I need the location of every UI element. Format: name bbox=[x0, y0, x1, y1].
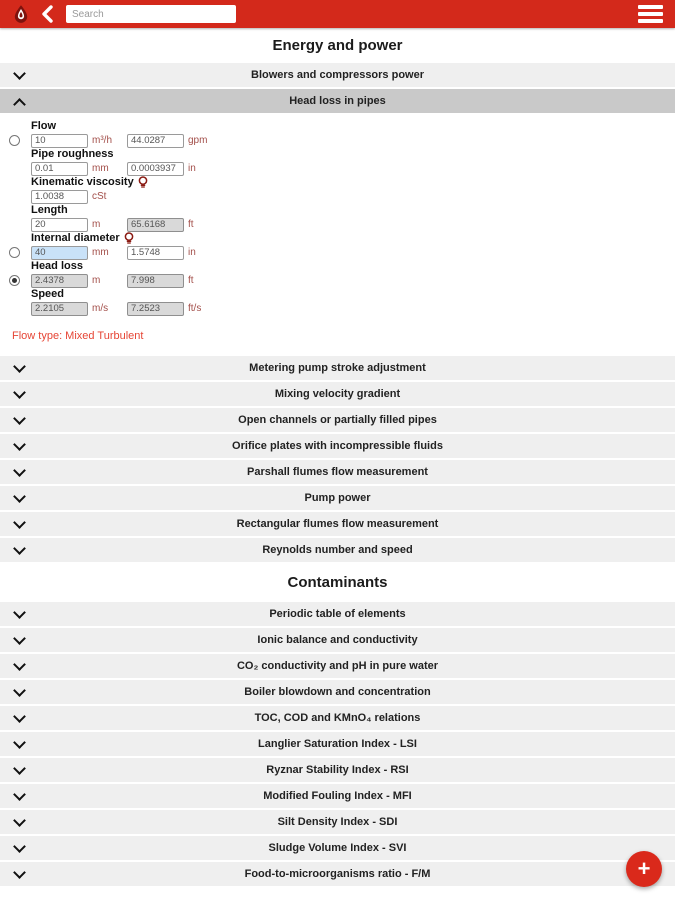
accordion-row-langlier-lsi[interactable] bbox=[0, 732, 675, 756]
length-group bbox=[0, 204, 675, 232]
head-loss-imperial-unit-label: ft bbox=[188, 275, 194, 286]
head-loss-imperial-input[interactable] bbox=[127, 274, 184, 288]
flow-imperial-input[interactable] bbox=[127, 134, 184, 148]
length-imperial-input[interactable] bbox=[127, 218, 184, 232]
internal-diameter-metric-input[interactable] bbox=[31, 246, 88, 260]
head-loss-radio[interactable] bbox=[9, 275, 20, 286]
hint-lightbulb-icon[interactable] bbox=[138, 176, 148, 189]
back-button[interactable] bbox=[40, 5, 54, 23]
accordion-row-modified-fouling-mfi[interactable] bbox=[0, 784, 675, 808]
accordion-row-sludge-volume-svi[interactable] bbox=[0, 836, 675, 860]
accordion-row-label: Ionic balance and conductivity bbox=[257, 634, 418, 646]
accordion-row-label: Mixing velocity gradient bbox=[274, 388, 401, 400]
accordion-row-boiler-blowdown[interactable] bbox=[0, 680, 675, 704]
speed-imperial-input[interactable] bbox=[127, 302, 184, 316]
accordion-row-pump-power[interactable] bbox=[0, 486, 675, 510]
accordion-row-label: Blowers and compressors power bbox=[251, 69, 424, 81]
accordion-row-label: Boiler blowdown and concentration bbox=[244, 686, 431, 698]
head-loss-metric-input[interactable] bbox=[31, 274, 88, 288]
kinematic-viscosity-group bbox=[0, 176, 675, 204]
internal-diameter-group bbox=[0, 232, 675, 260]
accordion-row-ryznar-rsi[interactable] bbox=[0, 758, 675, 782]
chevron-down-icon bbox=[13, 817, 25, 829]
chevron-down-icon bbox=[13, 609, 25, 621]
accordion-row-label: Food-to-microorganisms ratio - F/M bbox=[244, 868, 431, 880]
hamburger-menu-icon bbox=[638, 5, 663, 23]
pipe-roughness-imperial-unit-label: in bbox=[188, 163, 196, 174]
chevron-down-icon bbox=[13, 545, 25, 557]
accordion-row-metering-pump-stroke-adjustment[interactable] bbox=[0, 356, 675, 380]
chevron-down-icon bbox=[13, 869, 25, 881]
chevron-down-icon bbox=[13, 389, 25, 401]
accordion-row-label: Modified Fouling Index - MFI bbox=[263, 790, 412, 802]
chevron-up-icon bbox=[13, 96, 25, 108]
hint-lightbulb-icon[interactable] bbox=[124, 232, 134, 245]
page-title-energy-and-power: Energy and power bbox=[272, 37, 403, 54]
internal-diameter-radio[interactable] bbox=[9, 247, 20, 258]
pipe-roughness-group bbox=[0, 148, 675, 176]
water-drop-logo-icon bbox=[10, 3, 32, 25]
head-loss-label: Head loss bbox=[31, 260, 83, 272]
plus-icon: + bbox=[637, 856, 651, 881]
accordion-row-co2-conductivity[interactable] bbox=[0, 654, 675, 678]
back-chevron-icon bbox=[40, 5, 54, 23]
chevron-down-icon bbox=[13, 739, 25, 751]
speed-label: Speed bbox=[31, 288, 65, 300]
chevron-down-icon bbox=[13, 363, 25, 375]
accordion-row-food-to-microorganisms[interactable] bbox=[0, 862, 675, 886]
length-label: Length bbox=[31, 204, 68, 216]
accordion-row-label: Parshall flumes flow measurement bbox=[247, 466, 428, 478]
accordion-row-label: Orifice plates with incompressible fluids bbox=[232, 440, 443, 452]
speed-metric-input[interactable] bbox=[31, 302, 88, 316]
accordion-row-rectangular-flumes[interactable] bbox=[0, 512, 675, 536]
chevron-down-icon bbox=[13, 415, 25, 427]
flow-type-result-label: Flow type: Mixed Turbulent bbox=[12, 330, 144, 342]
internal-diameter-imperial-input[interactable] bbox=[127, 246, 184, 260]
head-loss-metric-unit-label: m bbox=[92, 275, 101, 286]
flow-label: Flow bbox=[31, 120, 57, 132]
kinematic-viscosity-input[interactable] bbox=[31, 190, 88, 204]
hamburger-menu-button[interactable] bbox=[636, 0, 665, 28]
accordion-row-label: Rectangular flumes flow measurement bbox=[236, 518, 439, 530]
pipe-roughness-metric-input[interactable] bbox=[31, 162, 88, 176]
accordion-row-toc-cod-kmno4[interactable] bbox=[0, 706, 675, 730]
accordion-row-label: Pump power bbox=[304, 492, 371, 504]
pipe-roughness-label: Pipe roughness bbox=[31, 148, 114, 160]
head-loss-group bbox=[0, 260, 675, 288]
accordion-row-label: Head loss in pipes bbox=[289, 95, 386, 107]
chevron-down-icon bbox=[13, 687, 25, 699]
page-title-contaminants: Contaminants bbox=[287, 574, 388, 591]
accordion-row-label: Reynolds number and speed bbox=[262, 544, 413, 556]
accordion-row-label: Open channels or partially filled pipes bbox=[238, 414, 437, 426]
accordion-row-label: Metering pump stroke adjustment bbox=[249, 362, 426, 374]
add-fab-button[interactable] bbox=[626, 851, 662, 887]
length-metric-unit-label: m bbox=[92, 219, 101, 230]
pipe-roughness-metric-unit-label: mm bbox=[92, 163, 109, 174]
chevron-down-icon bbox=[13, 661, 25, 673]
chevron-down-icon bbox=[13, 493, 25, 505]
search-input[interactable] bbox=[66, 5, 236, 23]
accordion-row-parshall-flumes[interactable] bbox=[0, 460, 675, 484]
chevron-down-icon bbox=[13, 843, 25, 855]
app-bar bbox=[0, 0, 675, 28]
chevron-down-icon bbox=[13, 70, 25, 82]
accordion-row-reynolds-number[interactable] bbox=[0, 538, 675, 562]
flow-metric-unit-label: m³/h bbox=[92, 135, 112, 146]
head-loss-calculator-panel bbox=[0, 115, 675, 356]
accordion-row-label: Ryznar Stability Index - RSI bbox=[266, 764, 409, 776]
chevron-down-icon bbox=[13, 713, 25, 725]
speed-imperial-unit-label: ft/s bbox=[188, 303, 202, 314]
length-imperial-unit-label: ft bbox=[188, 219, 194, 230]
chevron-down-icon bbox=[13, 441, 25, 453]
kinematic-viscosity-label: Kinematic viscosity bbox=[31, 176, 134, 188]
speed-metric-unit-label: m/s bbox=[92, 303, 109, 314]
internal-diameter-imperial-unit-label: in bbox=[188, 247, 196, 258]
chevron-down-icon bbox=[13, 791, 25, 803]
accordion-row-silt-density-sdi[interactable] bbox=[0, 810, 675, 834]
accordion-row-orifice-plates[interactable] bbox=[0, 434, 675, 458]
chevron-down-icon bbox=[13, 635, 25, 647]
accordion-row-label: Periodic table of elements bbox=[269, 608, 406, 620]
accordion-row-ionic-balance[interactable] bbox=[0, 628, 675, 652]
accordion-row-open-channels[interactable] bbox=[0, 408, 675, 432]
chevron-down-icon bbox=[13, 519, 25, 531]
flow-imperial-unit-label: gpm bbox=[188, 135, 208, 146]
internal-diameter-label: Internal diameter bbox=[31, 232, 120, 244]
accordion-row-label: CO₂ conductivity and pH in pure water bbox=[236, 660, 439, 672]
accordion-row-label: Silt Density Index - SDI bbox=[277, 816, 398, 828]
accordion-row-head-loss-in-pipes[interactable] bbox=[0, 89, 675, 113]
length-metric-input[interactable] bbox=[31, 218, 88, 232]
internal-diameter-metric-unit-label: mm bbox=[92, 247, 109, 258]
accordion-row-label: Langlier Saturation Index - LSI bbox=[258, 738, 417, 750]
flow-metric-input[interactable] bbox=[31, 134, 88, 148]
chevron-down-icon bbox=[13, 467, 25, 479]
kinematic-viscosity-unit-label: cSt bbox=[92, 191, 107, 202]
chevron-down-icon bbox=[13, 765, 25, 777]
accordion-row-mixing-velocity-gradient[interactable] bbox=[0, 382, 675, 406]
flow-radio[interactable] bbox=[9, 135, 20, 146]
accordion-row-blowers-and-compressors-power[interactable] bbox=[0, 63, 675, 87]
accordion-row-label: TOC, COD and KMnO₄ relations bbox=[254, 712, 421, 724]
flow-group bbox=[0, 120, 675, 148]
accordion-row-label: Sludge Volume Index - SVI bbox=[268, 842, 407, 854]
accordion-row-periodic-table[interactable] bbox=[0, 602, 675, 626]
speed-group bbox=[0, 288, 675, 316]
pipe-roughness-imperial-input[interactable] bbox=[127, 162, 184, 176]
